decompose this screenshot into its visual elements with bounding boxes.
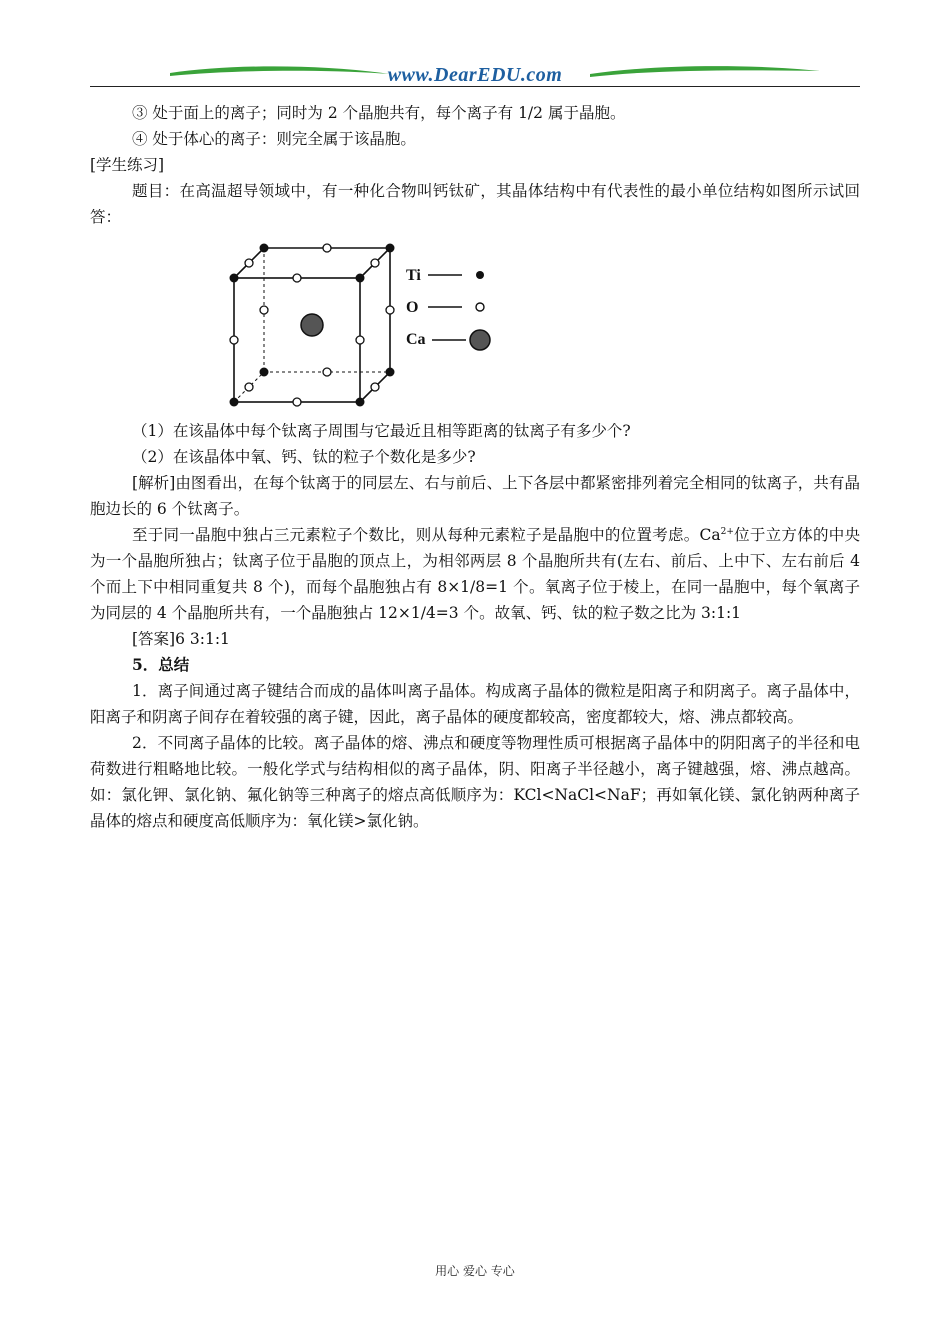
legend-ca-marker xyxy=(470,330,490,350)
o-ion xyxy=(230,336,238,344)
summary-point-1: 1．离子间通过离子键结合而成的晶体叫离子晶体。构成离子晶体的微粒是阳离子和阴离子。离子晶体中，阳离子和阴离子间存在着较强的离子键，因此，离子晶体的硬度都较高，密度都较大，熔、沸点都较高。 xyxy=(90,682,860,726)
text-face-ions: ③ 处于面上的离子；同时为 2 个晶胞共有，每个离子有 1/2 属于晶胞。 xyxy=(132,104,626,122)
o-ion xyxy=(371,383,379,391)
question-2: （2）在该晶体中氧、钙、钛的粒子个数化是多少? xyxy=(132,448,476,466)
analysis-paragraph-1: [解析]由图看出，在每个钛离于的同层左、右与前后、上下各层中都紧密排列着完全相同的钛离子，共有晶胞边长的 6 个钛离子。 xyxy=(90,474,860,518)
legend-ti-marker xyxy=(476,271,484,279)
ti-ion xyxy=(230,398,239,407)
site-title[interactable]: www.DearEDU.com xyxy=(387,64,563,86)
page-header xyxy=(90,58,860,90)
analysis-2-start: 至于同一晶胞中独占三元素粒子个数比，则从每种元素粒子是晶胞中的位置考虑。Ca xyxy=(132,526,721,544)
page-footer: 用心 爱心 专心 xyxy=(435,1264,515,1278)
o-ion xyxy=(293,274,301,282)
o-ion xyxy=(245,383,253,391)
ca-ion xyxy=(301,314,323,336)
crystal-cell-diagram xyxy=(222,238,522,410)
o-ion xyxy=(356,336,364,344)
analysis-paragraph-2 xyxy=(90,522,860,626)
text-body-center-ions: ④ 处于体心的离子：则完全属于该晶胞。 xyxy=(132,130,416,148)
ti-ion xyxy=(356,398,365,407)
o-ion xyxy=(245,259,253,267)
ti-ion xyxy=(386,368,395,377)
ti-ion xyxy=(260,368,269,377)
legend-o-label: O xyxy=(406,299,419,316)
header-rule xyxy=(90,86,860,87)
summary-point-2: 2．不同离子晶体的比较。离子晶体的熔、沸点和硬度等物理性质可根据离子晶体中的阴阳离子的半径和电荷数进行粗略地比较。一般化学式与结构相似的离子晶体，阴、阳离子半径越小，离子键越强，熔、沸点越高。如：氯化钾、氯化钠、氟化钠等三种离子的熔点高低顺序为：KCl<NaCl<NaF；再如氧化镁、氯化钠两种离子晶体的熔点和硬度高低顺序为：氧化镁>氯化钠。 xyxy=(90,734,860,830)
perovskite-figure xyxy=(90,238,860,410)
ti-ion xyxy=(386,244,395,253)
section-student-practice: [学生练习] xyxy=(90,156,165,174)
o-ion xyxy=(293,398,301,406)
o-ion xyxy=(371,259,379,267)
o-ion xyxy=(260,306,268,314)
o-ion xyxy=(323,368,331,376)
ti-ion xyxy=(356,274,365,283)
legend-ca-label: Ca xyxy=(406,331,426,348)
exercise-prompt: 题目：在高温超导领域中，有一种化合物叫钙钛矿，其晶体结构中有代表性的最小单位结构如图所示试回答： xyxy=(90,182,860,226)
ti-ion xyxy=(230,274,239,283)
document-body xyxy=(90,100,860,834)
question-1: （1）在该晶体中每个钛离子周围与它最近且相等距离的钛离子有多少个? xyxy=(132,422,631,440)
header-swoosh-right-icon xyxy=(590,64,820,80)
legend-o-marker xyxy=(476,303,484,311)
legend-ti-label: Ti xyxy=(406,267,421,284)
ca-charge: 2+ xyxy=(720,526,734,537)
ti-ion xyxy=(260,244,269,253)
o-ion xyxy=(386,306,394,314)
o-ion xyxy=(323,244,331,252)
analysis-2-rest: 位于立方体的中央为一个晶胞所独占；钛离子位于晶胞的顶点上，为相邻两层 8 个晶胞所共有(左右、前后、上中下、左右前后 4 个而上下中相同重复共 8 个)，而每个晶胞独占有 8×1/8=1 个。氧离子位于棱上，在同一晶胞中，每个氧离子为同层的 4 个晶胞所共有，一个晶胞独占 12×1/4=3 个。故氧、钙、钛的粒子数之比为 3:1:1 xyxy=(90,526,860,622)
answer-line: [答案]6 3:1:1 xyxy=(132,630,230,648)
summary-heading: 5．总结 xyxy=(132,655,190,674)
